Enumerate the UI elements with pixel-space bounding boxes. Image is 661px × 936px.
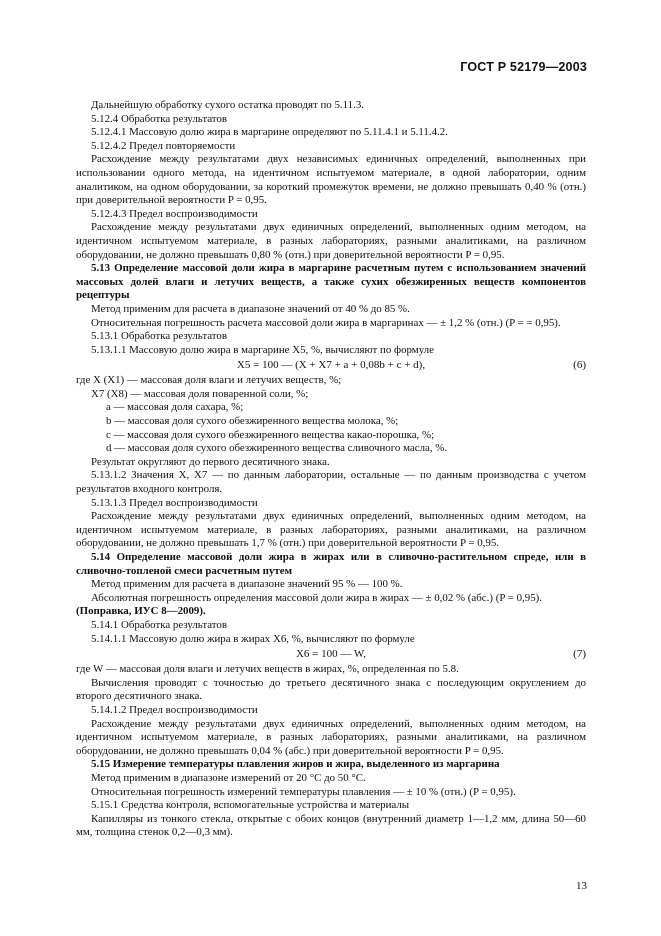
standard-header: ГОСТ Р 52179—2003 bbox=[460, 60, 587, 74]
paragraph: Результат округляют до первого десятичного знака. bbox=[91, 455, 330, 468]
section-heading-5-14: 5.14 Определение массовой доли жира в жирах или в сливочно-растительном спреде, или в сливочно-топленой смеси расчетным путем bbox=[76, 551, 586, 577]
page-content bbox=[76, 99, 586, 840]
subsection-title: 5.12.4.2 Предел повторяемости bbox=[91, 139, 236, 152]
paragraph: Метод применим для расчета в диапазоне значений 95 % — 100 %. bbox=[91, 578, 403, 591]
formula-7-expression: X6 = 100 — W, bbox=[295, 648, 367, 661]
legend-item: где X (X1) — массовая доля влаги и летучих веществ, %; bbox=[76, 374, 342, 387]
legend-item: b — массовая доля сухого обезжиренного вещества молока, %; bbox=[106, 415, 399, 428]
legend-item: d — массовая доля сухого обезжиренного вещества сливочного масла, %. bbox=[106, 442, 448, 455]
paragraph: 5.13.1.2 Значения X, X7 — по данным лаборатории, остальные — по данным производства с учетом результатов входного контроля. bbox=[76, 469, 586, 496]
paragraph: Относительная погрешность расчета массовой доли жира в маргаринах — ± 1,2 % (отн.) (P = = 0,95). bbox=[91, 316, 561, 329]
amendment-note: (Поправка, ИУС 8—2009). bbox=[76, 605, 206, 618]
paragraph: Абсолютная погрешность определения массовой доли жира в жирах — ± 0,02 % (абс.) (P = 0,95). bbox=[91, 591, 542, 604]
formula-6 bbox=[76, 357, 586, 374]
subsection-title: 5.13.1.3 Предел воспроизводимости bbox=[91, 496, 258, 509]
subsection-title: 5.14.1 Обработка результатов bbox=[91, 618, 228, 631]
subsection-title: 5.12.4.3 Предел воспроизводимости bbox=[91, 207, 258, 220]
subsection-title: 5.15.1 Средства контроля, вспомогательные устройства и материалы bbox=[91, 799, 410, 812]
paragraph: Расхождение между результатами двух единичных определений, выполненных одним методом, на идентичном испытуемом материале, в разных лабораториях, разными аналитиками, на различном оборудовании, не должно превышать 0,80 % (отн.) при доверительной вероятности P = 0,95. bbox=[76, 221, 586, 261]
legend-item: X7 (X8) — массовая доля поваренной соли, %; bbox=[91, 387, 309, 400]
section-heading-5-15: 5.15 Измерение температуры плавления жиров и жира, выделенного из маргарина bbox=[91, 758, 500, 771]
paragraph: где W — массовая доля влаги и летучих веществ в жирах, %, определенная по 5.8. bbox=[76, 663, 459, 676]
subsection-title: 5.13.1 Обработка результатов bbox=[91, 330, 228, 343]
section-heading-5-13: 5.13 Определение массовой доли жира в маргарине расчетным путем с использованием значений массовых долей влаги и летучих веществ, а также сухих обезжиренных веществ компонентов рецептуры bbox=[76, 262, 586, 302]
formula-6-number: (6) bbox=[573, 359, 586, 372]
paragraph: Расхождение между результатами двух единичных определений, выполненных одним методом, на идентичном испытуемом материале, в разных лабораториях, разными аналитиками, на различном оборудовании, не должно превышать 1,7 % (отн.) при доверительной вероятности P = 0,95. bbox=[76, 510, 586, 550]
formula-7-number: (7) bbox=[573, 648, 586, 661]
paragraph: Относительная погрешность измерений температуры плавления — ± 10 % (отн.) (P = 0,95). bbox=[91, 785, 516, 798]
subsection-title: 5.14.1.2 Предел воспроизводимости bbox=[91, 703, 258, 716]
paragraph: 5.13.1.1 Массовую долю жира в маргарине X5, %, вычисляют по формуле bbox=[91, 343, 434, 356]
legend-item: c — массовая доля сухого обезжиренного вещества какао-порошка, %; bbox=[106, 428, 435, 441]
subsection-title: 5.12.4 Обработка результатов bbox=[91, 112, 228, 125]
paragraph: Расхождение между результатами двух единичных определений, выполненных одним методом, на идентичном испытуемом материале, в разных лабораториях, разными аналитиками, на различном оборудовании, не должно превышать 0,04 % (абс.) при доверительной вероятности P = 0,95. bbox=[76, 717, 586, 757]
paragraph: Расхождение между результатами двух независимых единичных определений, выполненных при использовании одного метода, на идентичном испытуемом материале, в одной лаборатории, одним аналитиком, на одном оборудовании, за короткий промежуток времени, не должно превышать 0,40 % (отн.) при доверительной вероятности P = 0,95. bbox=[76, 153, 586, 207]
paragraph: Метод применим в диапазоне измерений от 20 °С до 50 °С. bbox=[91, 771, 366, 784]
paragraph: 5.12.4.1 Массовую долю жира в маргарине определяют по 5.11.4.1 и 5.11.4.2. bbox=[91, 126, 448, 139]
formula-6-expression: X5 = 100 — (X + X7 + a + 0,08b + c + d), bbox=[236, 359, 426, 372]
page-number: 13 bbox=[576, 880, 587, 892]
paragraph: 5.14.1.1 Массовую долю жира в жирах X6, %, вычисляют по формуле bbox=[91, 632, 415, 645]
legend-item: a — массовая доля сахара, %; bbox=[106, 401, 244, 414]
paragraph: Метод применим для расчета в диапазоне значений от 40 % до 85 %. bbox=[91, 302, 410, 315]
paragraph: Дальнейшую обработку сухого остатка проводят по 5.11.3. bbox=[91, 99, 365, 111]
paragraph: Вычисления проводят с точностью до третьего десятичного знака с последующим округлением до второго десятичного знака. bbox=[76, 676, 586, 703]
paragraph: Капилляры из тонкого стекла, открытые с обоих концов (внутренний диаметр 1—1,2 мм, длина 50—60 мм, толщина стенок 0,2—0,3 мм). bbox=[76, 812, 586, 839]
formula-7 bbox=[76, 646, 586, 663]
